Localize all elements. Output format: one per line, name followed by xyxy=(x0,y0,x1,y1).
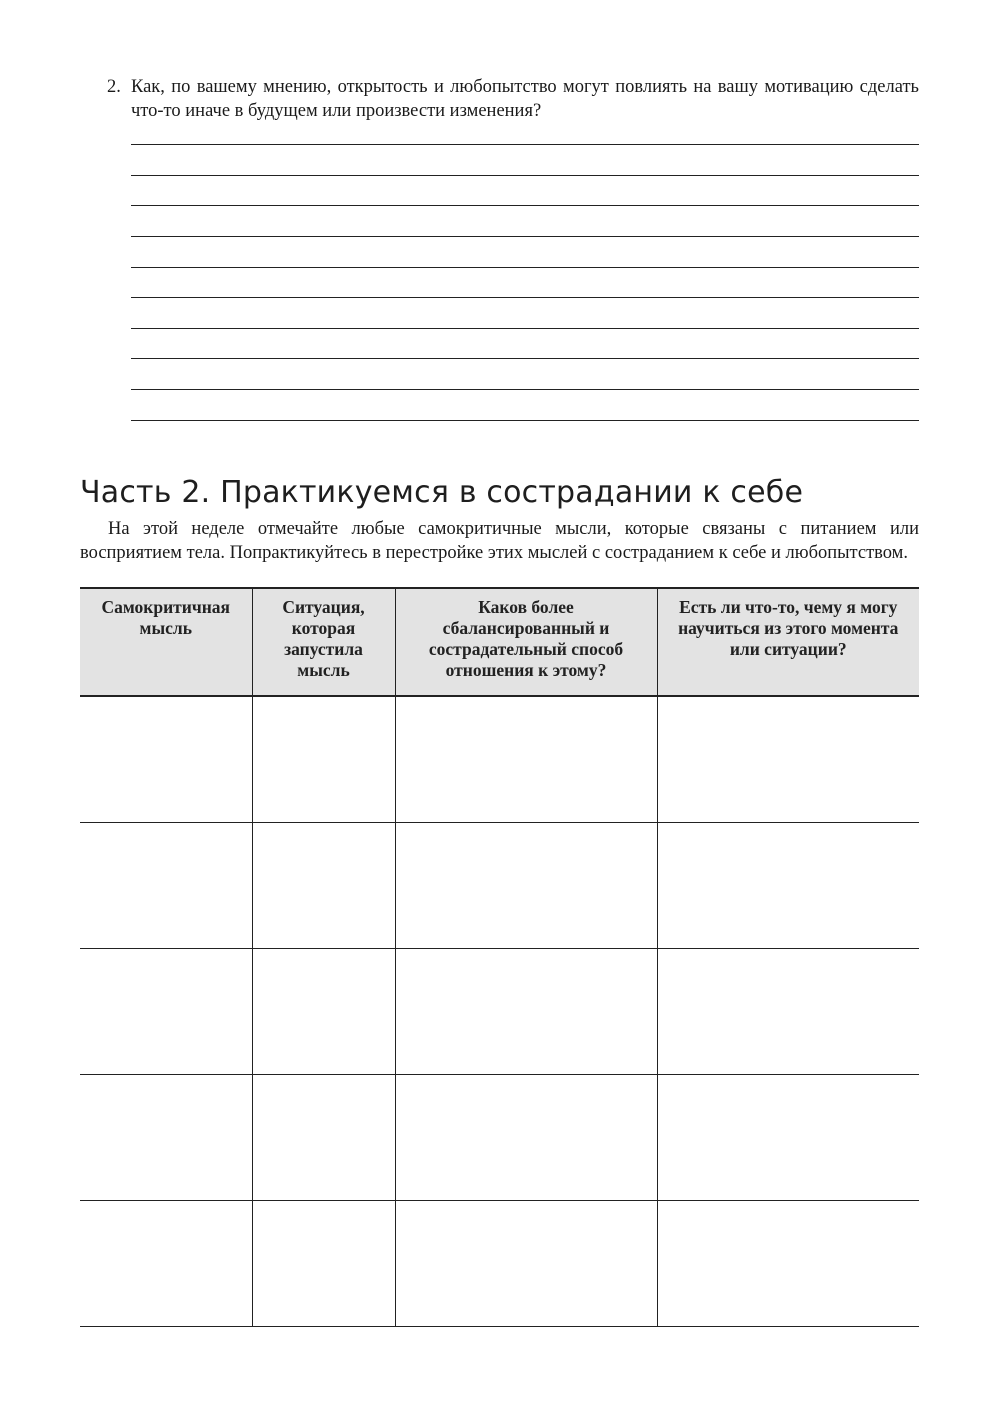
answer-line[interactable] xyxy=(131,420,919,421)
header-situation: Ситуация, которая запустила мысль xyxy=(252,588,395,696)
table-cell[interactable] xyxy=(395,1201,657,1327)
table-cell[interactable] xyxy=(252,823,395,949)
table-cell[interactable] xyxy=(80,823,252,949)
table-cell[interactable] xyxy=(252,1075,395,1201)
header-lesson-learned: Есть ли что-то, чему я могу научиться из этого момента или ситуации? xyxy=(657,588,919,696)
section-title: Часть 2. Практикуемся в сострадании к себе xyxy=(80,475,804,510)
header-balanced-response: Каков более сбалансированный и сострадательный способ отношения к этому? xyxy=(395,588,657,696)
table-cell[interactable] xyxy=(252,1201,395,1327)
table-row xyxy=(80,1075,919,1201)
answer-line[interactable] xyxy=(131,297,919,298)
header-self-critical-thought: Самокритичная мысль xyxy=(80,588,252,696)
answer-line[interactable] xyxy=(131,358,919,359)
table-cell[interactable] xyxy=(252,949,395,1075)
table-cell[interactable] xyxy=(395,823,657,949)
section-intro: На этой неделе отмечайте любые самокритичные мысли, которые связаны с питанием или восприятием тела. Попрактикуйтесь в перестройке этих мыслей с состраданием к себе и любопытством. xyxy=(80,519,919,563)
answer-line[interactable] xyxy=(131,205,919,206)
table-cell[interactable] xyxy=(395,1075,657,1201)
table-cell[interactable] xyxy=(80,1075,252,1201)
answer-line[interactable] xyxy=(131,389,919,390)
table-cell[interactable] xyxy=(657,823,919,949)
table-row xyxy=(80,949,919,1075)
answer-line[interactable] xyxy=(131,175,919,176)
table-cell[interactable] xyxy=(657,949,919,1075)
table-header-row xyxy=(80,588,919,696)
table-cell[interactable] xyxy=(252,696,395,823)
answer-line[interactable] xyxy=(131,144,919,145)
table-cell[interactable] xyxy=(657,1201,919,1327)
table-cell[interactable] xyxy=(395,696,657,823)
table-row xyxy=(80,823,919,949)
table-cell[interactable] xyxy=(80,1201,252,1327)
table-cell[interactable] xyxy=(80,696,252,823)
table-cell[interactable] xyxy=(657,696,919,823)
answer-line[interactable] xyxy=(131,267,919,268)
question-2 xyxy=(107,75,919,123)
question-number: 2. xyxy=(107,77,121,97)
question-text: Как, по вашему мнению, открытость и любопытство могут повлиять на вашу мотивацию сделать что-то иначе в будущем или произвести изменения? xyxy=(131,77,919,121)
table-cell[interactable] xyxy=(80,949,252,1075)
table-cell[interactable] xyxy=(395,949,657,1075)
answer-line[interactable] xyxy=(131,328,919,329)
table-row xyxy=(80,696,919,823)
table-row xyxy=(80,1201,919,1327)
answer-line[interactable] xyxy=(131,236,919,237)
table-cell[interactable] xyxy=(657,1075,919,1201)
self-compassion-table xyxy=(80,587,919,1327)
